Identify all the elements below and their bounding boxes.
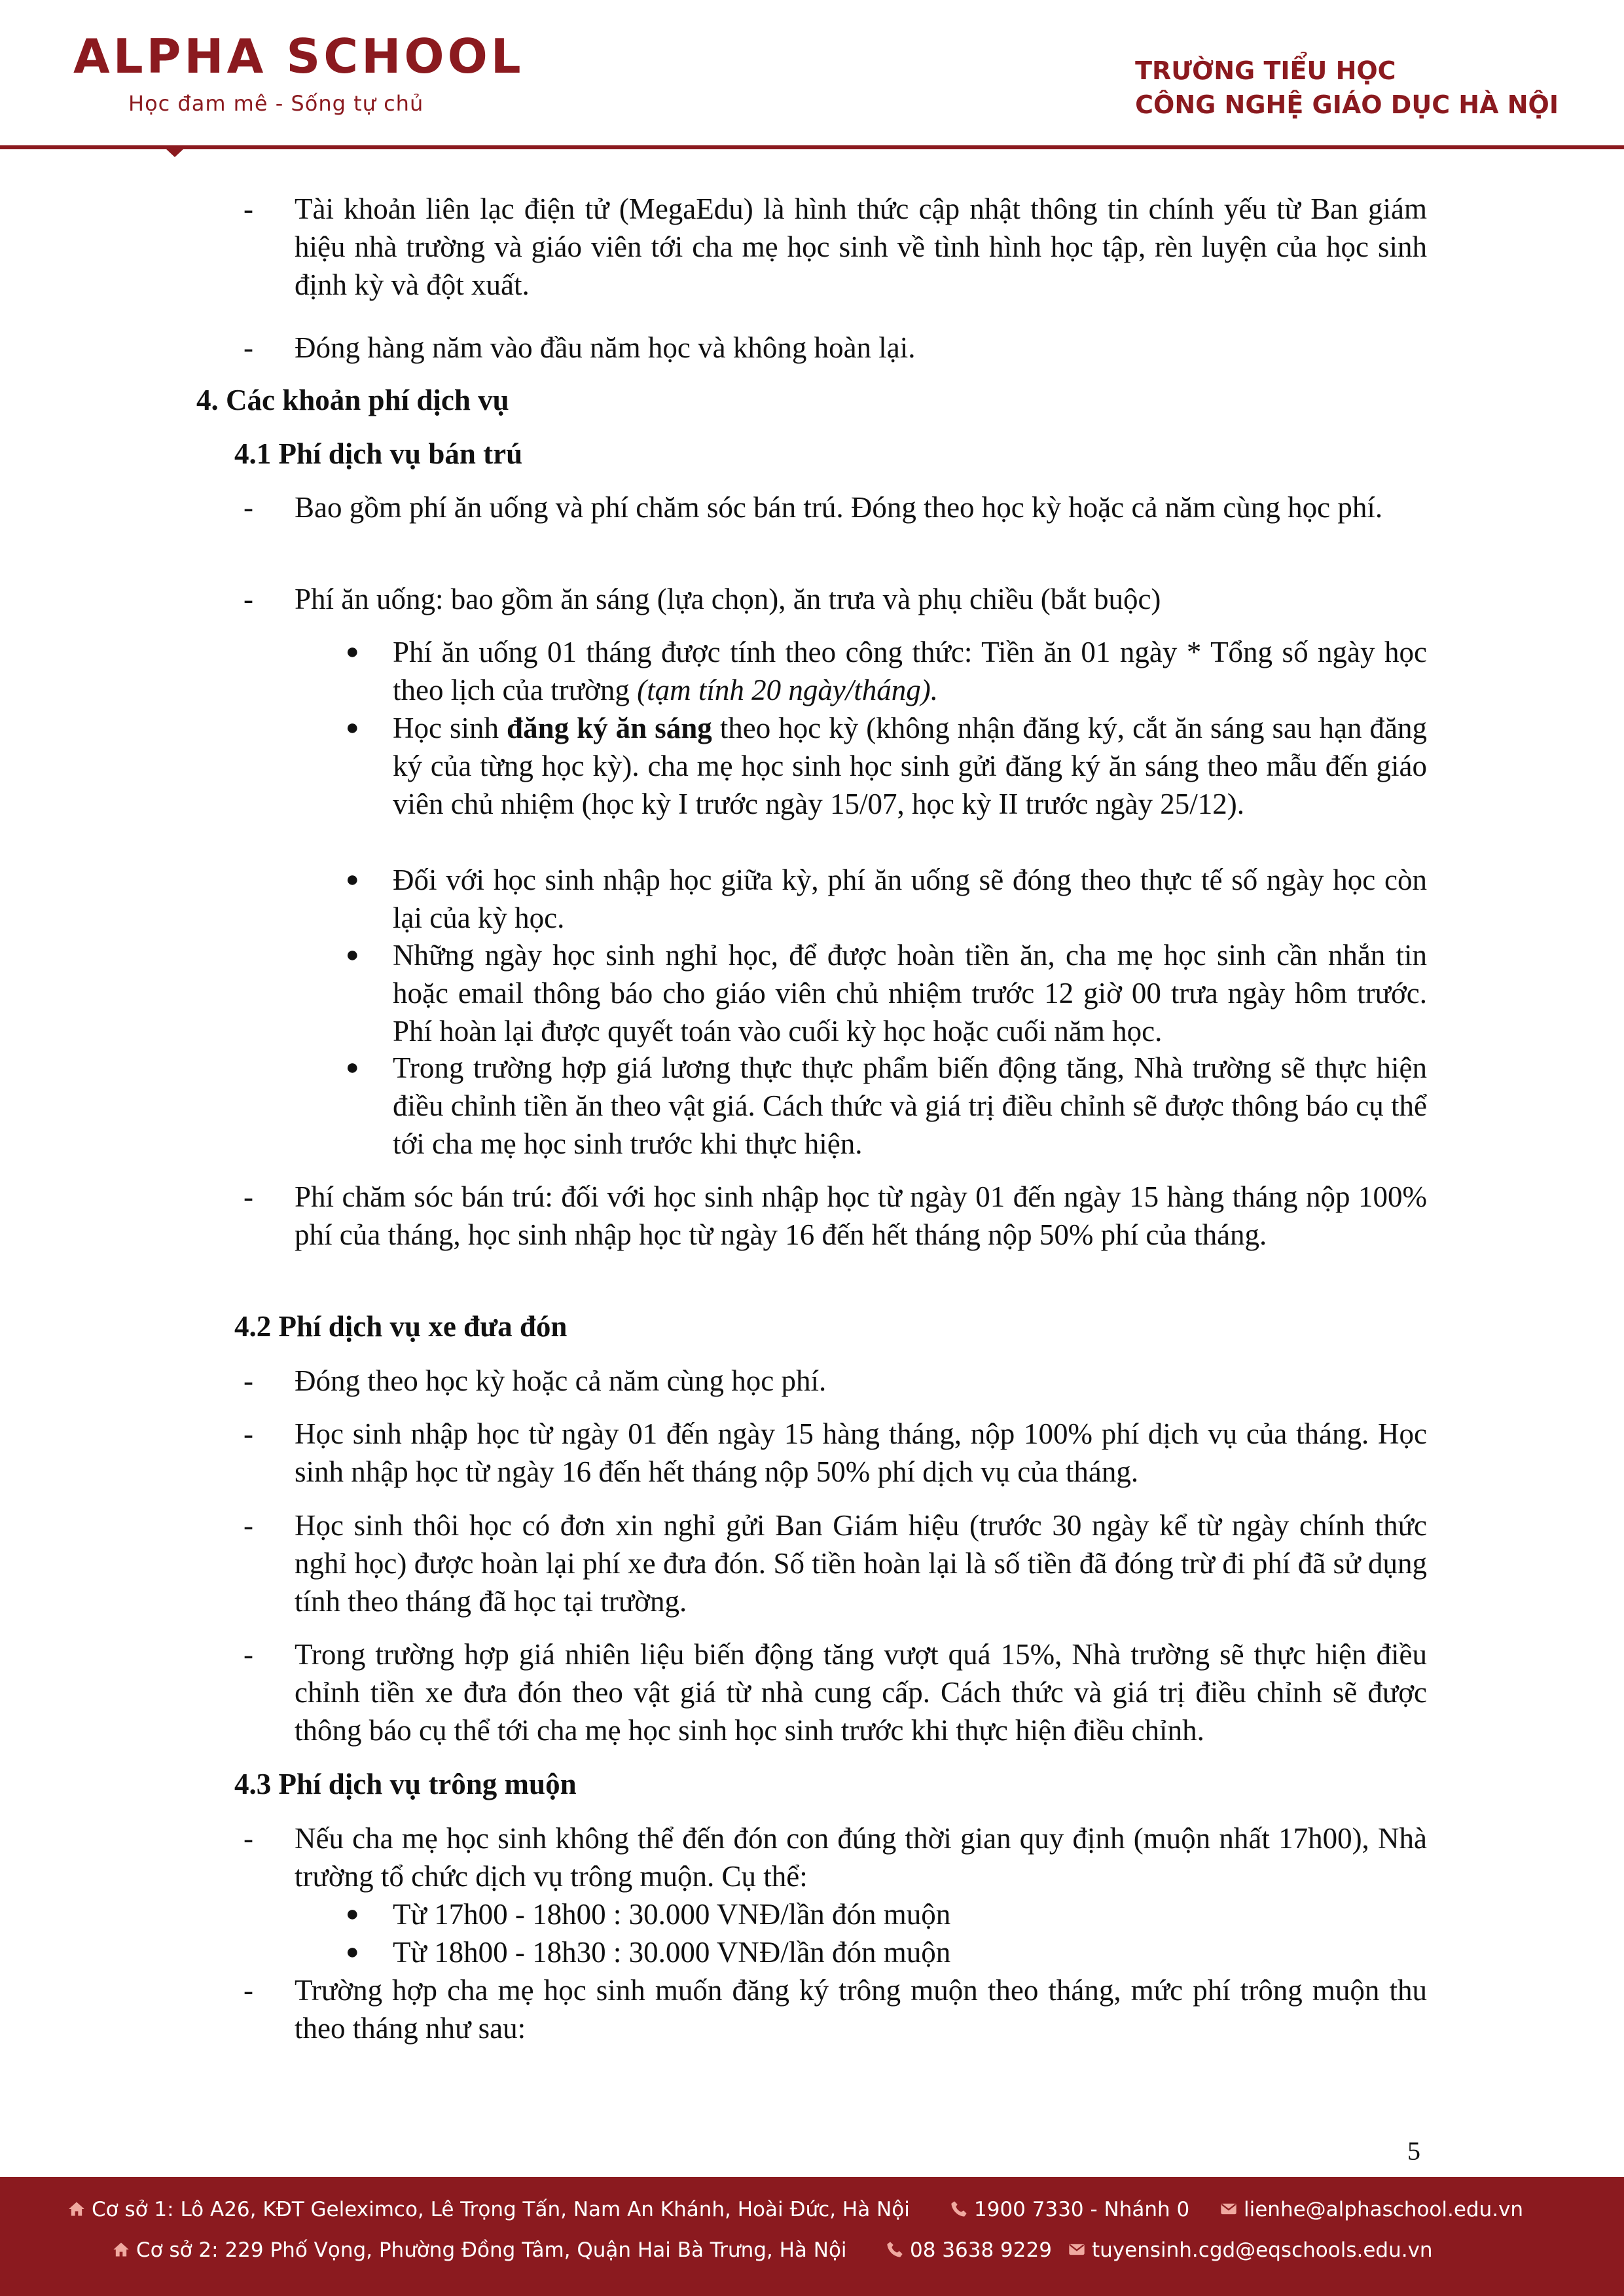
bullet-marker: ● (346, 716, 359, 740)
dash-marker: - (244, 583, 253, 615)
subsection-heading: 4.2 Phí dịch vụ xe đưa đón (234, 1310, 568, 1343)
paragraph: Từ 18h00 - 18h30 : 30.000 VNĐ/lần đón muộn (393, 1936, 951, 1969)
phone-icon (949, 2200, 969, 2218)
footer-row-2 (0, 2238, 1624, 2271)
paragraph: Đối với học sinh nhập học giữa kỳ, phí ăn uống sẽ đóng theo thực tế số ngày học còn lại của kỳ học. (393, 864, 1427, 934)
header-divider (0, 145, 1624, 149)
dash-marker: - (244, 1974, 253, 2007)
paragraph: Trường hợp cha mẹ học sinh muốn đăng ký trông muộn theo tháng, mức phí trông muộn thu theo tháng như sau: (295, 1974, 1427, 2045)
school-slogan: Học đam mê - Sống tự chủ (128, 91, 424, 116)
phone-icon (885, 2240, 905, 2259)
paragraph: Tài khoản liên lạc điện tử (MegaEdu) là hình thức cập nhật thông tin chính yếu từ Ban giám hiệu nhà trường và giáo viên tới cha mẹ học sinh về tình hình học tập, rèn luyện của học sinh định kỳ và đột xuất. (295, 192, 1427, 301)
mail-icon (1067, 2240, 1087, 2259)
section-heading: 4. Các khoản phí dịch vụ (196, 384, 509, 416)
paragraph: Trong trường hợp giá lương thực thực phẩm biến động tăng, Nhà trường sẽ thực hiện điều chỉnh tiền ăn theo vật giá. Cách thức và giá trị điều chỉnh sẽ được thông báo cụ thể tới cha mẹ học sinh trước khi thực hiện. (393, 1051, 1427, 1160)
bullet-marker: ● (346, 867, 359, 892)
mail-icon (1219, 2200, 1238, 2218)
bullet-marker: ● (346, 1055, 359, 1080)
dash-marker: - (244, 491, 253, 524)
dash-marker: - (244, 192, 253, 225)
paragraph: Học sinh đăng ký ăn sáng theo học kỳ (không nhận đăng ký, cắt ăn sáng sau hạn đăng ký của từng học kỳ). cha mẹ học sinh học sinh gửi đăng ký ăn sáng theo mẫu đến giáo viên chủ nhiệm (học kỳ I trước ngày 15/07, học kỳ II trước ngày 25/12). (393, 712, 1428, 820)
campus-1-email[interactable]: lienhe@alphaschool.edu.vn (1219, 2198, 1523, 2221)
bullet-marker: ● (346, 943, 359, 967)
school-logo-text: ALPHA SCHOOL (73, 29, 524, 84)
home-icon (111, 2240, 131, 2259)
school-name-line-1: TRƯỜNG TIỂU HỌC (1135, 56, 1396, 85)
school-name (1135, 54, 1559, 122)
home-icon (67, 2200, 86, 2218)
dash-marker: - (244, 1638, 253, 1671)
page-number: 5 (1407, 2136, 1420, 2166)
paragraph: Học sinh thôi học có đơn xin nghỉ gửi Ban Giám hiệu (trước 30 ngày kể từ ngày chính thức nghỉ học) được hoàn lại phí xe đưa đón. Số tiền hoàn lại là số tiền đã đóng trừ đi phí đã sử dụng tính theo tháng đã học tại trường. (295, 1509, 1427, 1618)
footer-row-1 (0, 2198, 1624, 2231)
paragraph: Nếu cha mẹ học sinh không thể đến đón con đúng thời gian quy định (muộn nhất 17h00), Nhà trường tổ chức dịch vụ trông muộn. Cụ thể: (295, 1822, 1427, 1893)
subsection-heading: 4.3 Phí dịch vụ trông muộn (234, 1768, 577, 1800)
dash-marker: - (244, 1822, 253, 1855)
paragraph: Từ 17h00 - 18h00 : 30.000 VNĐ/lần đón muộn (393, 1898, 951, 1931)
campus-2-email[interactable]: tuyensinh.cgd@eqschools.edu.vn (1067, 2238, 1433, 2262)
school-name-line-2: CÔNG NGHỆ GIÁO DỤC HÀ NỘI (1135, 90, 1559, 119)
dash-marker: - (244, 1180, 253, 1213)
subsection-heading: 4.1 Phí dịch vụ bán trú (234, 437, 523, 470)
campus-1-address: Cơ sở 1: Lô A26, KĐT Geleximco, Lê Trọng Tấn, Nam An Khánh, Hoài Đức, Hà Nội (67, 2198, 910, 2221)
campus-1-phone: 1900 7330 - Nhánh 0 (949, 2198, 1189, 2221)
campus-2-address: Cơ sở 2: 229 Phố Vọng, Phường Đồng Tâm, Quận Hai Bà Trưng, Hà Nội (111, 2238, 847, 2262)
paragraph: Phí ăn uống: bao gồm ăn sáng (lựa chọn), ăn trưa và phụ chiều (bắt buộc) (295, 583, 1161, 615)
dash-marker: - (244, 331, 253, 364)
bullet-marker: ● (346, 1902, 359, 1926)
dash-marker: - (244, 1417, 253, 1450)
bullet-marker: ● (346, 1940, 359, 1964)
header-notch (165, 148, 185, 157)
paragraph: Học sinh nhập học từ ngày 01 đến ngày 15 hàng tháng, nộp 100% phí dịch vụ của tháng. Học sinh nhập học từ ngày 16 đến hết tháng nộp 50% phí dịch vụ của tháng. (295, 1417, 1427, 1488)
paragraph: Đóng hàng năm vào đầu năm học và không hoàn lại. (295, 331, 916, 364)
paragraph: Phí ăn uống 01 tháng được tính theo công thức: Tiền ăn 01 ngày * Tổng số ngày học theo lịch của trường (tạm tính 20 ngày/tháng). (393, 636, 1427, 706)
bullet-marker: ● (346, 640, 359, 664)
paragraph: Đóng theo học kỳ hoặc cả năm cùng học phí. (295, 1364, 827, 1397)
paragraph: Phí chăm sóc bán trú: đối với học sinh nhập học từ ngày 01 đến ngày 15 hàng tháng nộp 100% phí của tháng, học sinh nhập học từ ngày 16 đến hết tháng nộp 50% phí của tháng. (295, 1180, 1427, 1251)
paragraph: Những ngày học sinh nghỉ học, để được hoàn tiền ăn, cha mẹ học sinh cần nhắn tin hoặc email thông báo cho giáo viên chủ nhiệm trước 12 giờ 00 trưa ngày hôm trước. Phí hoàn lại được quyết toán vào cuối kỳ học hoặc cuối năm học. (393, 939, 1427, 1048)
paragraph: Bao gồm phí ăn uống và phí chăm sóc bán trú. Đóng theo học kỳ hoặc cả năm cùng học phí. (295, 491, 1383, 524)
campus-2-phone: 08 3638 9229 (885, 2238, 1052, 2262)
paragraph: Trong trường hợp giá nhiên liệu biến động tăng vượt quá 15%, Nhà trường sẽ thực hiện điều chỉnh tiền xe đưa đón theo vật giá từ nhà cung cấp. Cách thức và giá trị điều chỉnh sẽ được thông báo cụ thể tới cha mẹ học sinh học sinh trước khi thực hiện điều chỉnh. (295, 1638, 1427, 1747)
dash-marker: - (244, 1364, 253, 1397)
footer (0, 2177, 1624, 2296)
dash-marker: - (244, 1509, 253, 1542)
